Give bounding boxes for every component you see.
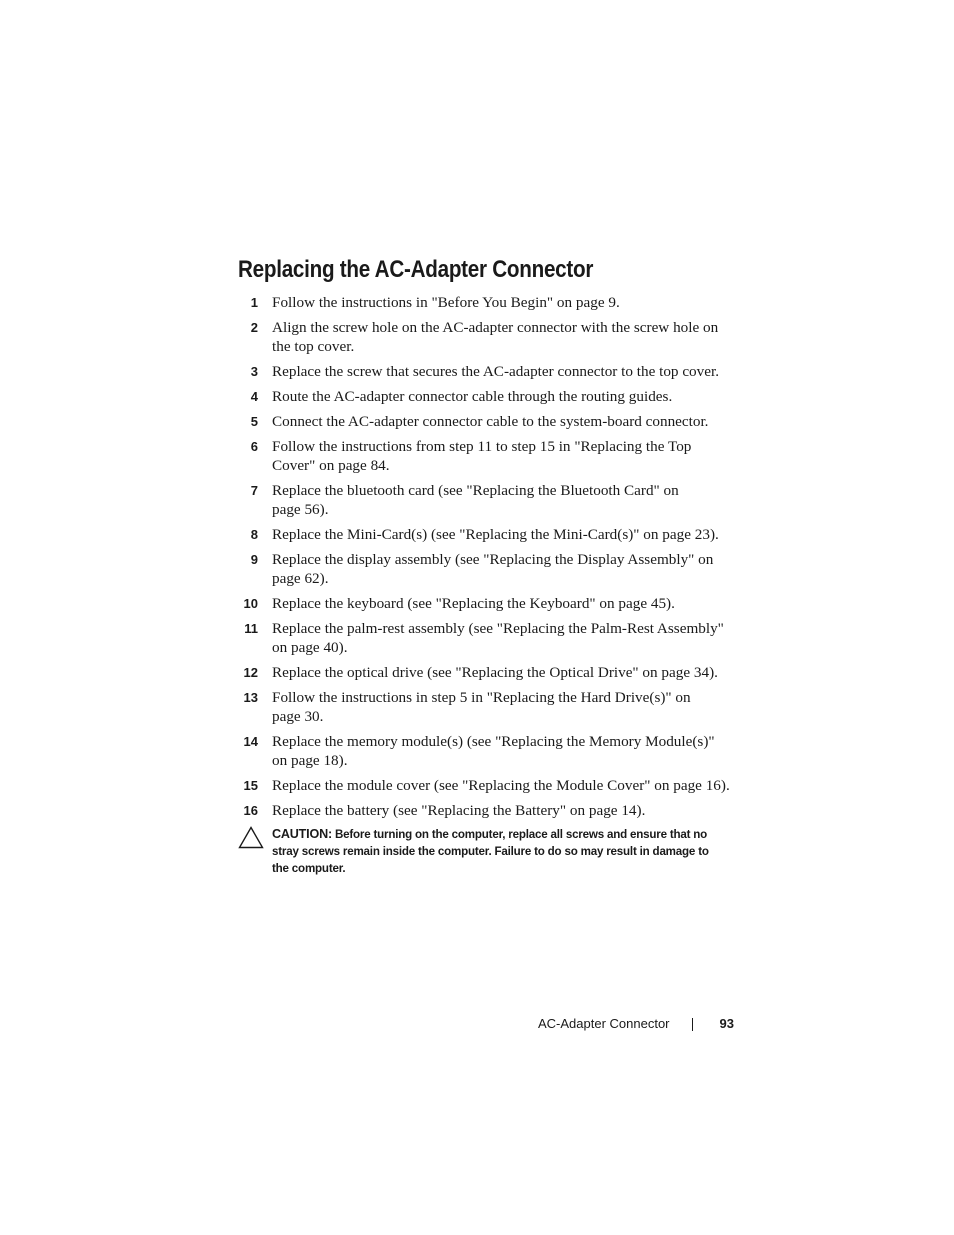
step-text: Replace the palm-rest assembly (see "Replacing the Palm-Rest Assembly" on page 40).	[272, 620, 724, 656]
step-item	[238, 412, 738, 431]
step-item	[238, 525, 738, 544]
step-number: 16	[243, 803, 258, 818]
step-text: Replace the screw that secures the AC-adapter connector to the top cover.	[272, 363, 720, 380]
step-item	[238, 776, 738, 795]
step-item	[238, 318, 738, 356]
step-text: Connect the AC-adapter connector cable to the system-board connector.	[272, 413, 709, 430]
step-text: Follow the instructions in step 5 in "Replacing the Hard Drive(s)" on page 30.	[272, 689, 691, 725]
step-text: Replace the display assembly (see "Replacing the Display Assembly" on page 62).	[272, 551, 714, 587]
page-number: 93	[719, 1016, 734, 1031]
step-item	[238, 619, 738, 657]
caution-body	[272, 826, 738, 877]
step-number: 15	[243, 778, 258, 793]
step-item	[238, 387, 738, 406]
step-text: Replace the Mini-Card(s) (see "Replacing the Mini-Card(s)" on page 23).	[272, 526, 719, 543]
step-number: 12	[243, 665, 258, 680]
step-number: 13	[243, 690, 258, 705]
step-text: Align the screw hole on the AC-adapter connector with the screw hole on the top cover.	[272, 319, 719, 355]
caution-label: CAUTION:	[272, 827, 332, 841]
step-number: 8	[250, 527, 258, 542]
step-number: 10	[243, 596, 258, 611]
caution-text: Before turning on the computer, replace all screws and ensure that no stray screws remain inside the computer. Failure to do so may result in damage to the computer.	[272, 828, 709, 875]
step-text: Follow the instructions in "Before You Begin" on page 9.	[272, 294, 620, 311]
step-number: 11	[244, 621, 258, 636]
caution-note	[238, 826, 738, 877]
step-text: Replace the memory module(s) (see "Replacing the Memory Module(s)" on page 18).	[272, 733, 715, 769]
step-number: 2	[250, 320, 258, 335]
page-title: Replacing the AC-Adapter Connector	[238, 256, 594, 283]
footer-divider	[692, 1018, 693, 1031]
step-text: Route the AC-adapter connector cable through the routing guides.	[272, 388, 673, 405]
step-text: Replace the bluetooth card (see "Replacing the Bluetooth Card" on page 56).	[272, 482, 679, 518]
step-number: 5	[250, 414, 258, 429]
step-item	[238, 663, 738, 682]
step-item	[238, 550, 738, 588]
step-number: 9	[250, 552, 258, 567]
step-item	[238, 594, 738, 613]
step-text: Follow the instructions from step 11 to step 15 in "Replacing the Top Cover" on page 84.	[272, 438, 692, 474]
step-item	[238, 437, 738, 475]
step-item	[238, 688, 738, 726]
step-text: Replace the battery (see "Replacing the Battery" on page 14).	[272, 802, 646, 819]
step-number: 6	[250, 439, 258, 454]
step-item	[238, 801, 738, 820]
step-text: Replace the module cover (see "Replacing the Module Cover" on page 16).	[272, 777, 730, 794]
step-item	[238, 362, 738, 381]
step-item	[238, 732, 738, 770]
step-number: 3	[250, 364, 258, 379]
warning-triangle-icon	[238, 826, 264, 849]
step-item	[238, 481, 738, 519]
step-number: 4	[250, 389, 258, 404]
step-number: 7	[250, 483, 258, 498]
step-text: Replace the keyboard (see "Replacing the Keyboard" on page 45).	[272, 595, 675, 612]
footer-section-title: AC-Adapter Connector	[538, 1016, 670, 1031]
step-number: 14	[243, 734, 258, 749]
step-item	[238, 293, 738, 312]
step-list	[238, 293, 738, 826]
step-text: Replace the optical drive (see "Replacing the Optical Drive" on page 34).	[272, 664, 718, 681]
step-number: 1	[250, 295, 258, 310]
